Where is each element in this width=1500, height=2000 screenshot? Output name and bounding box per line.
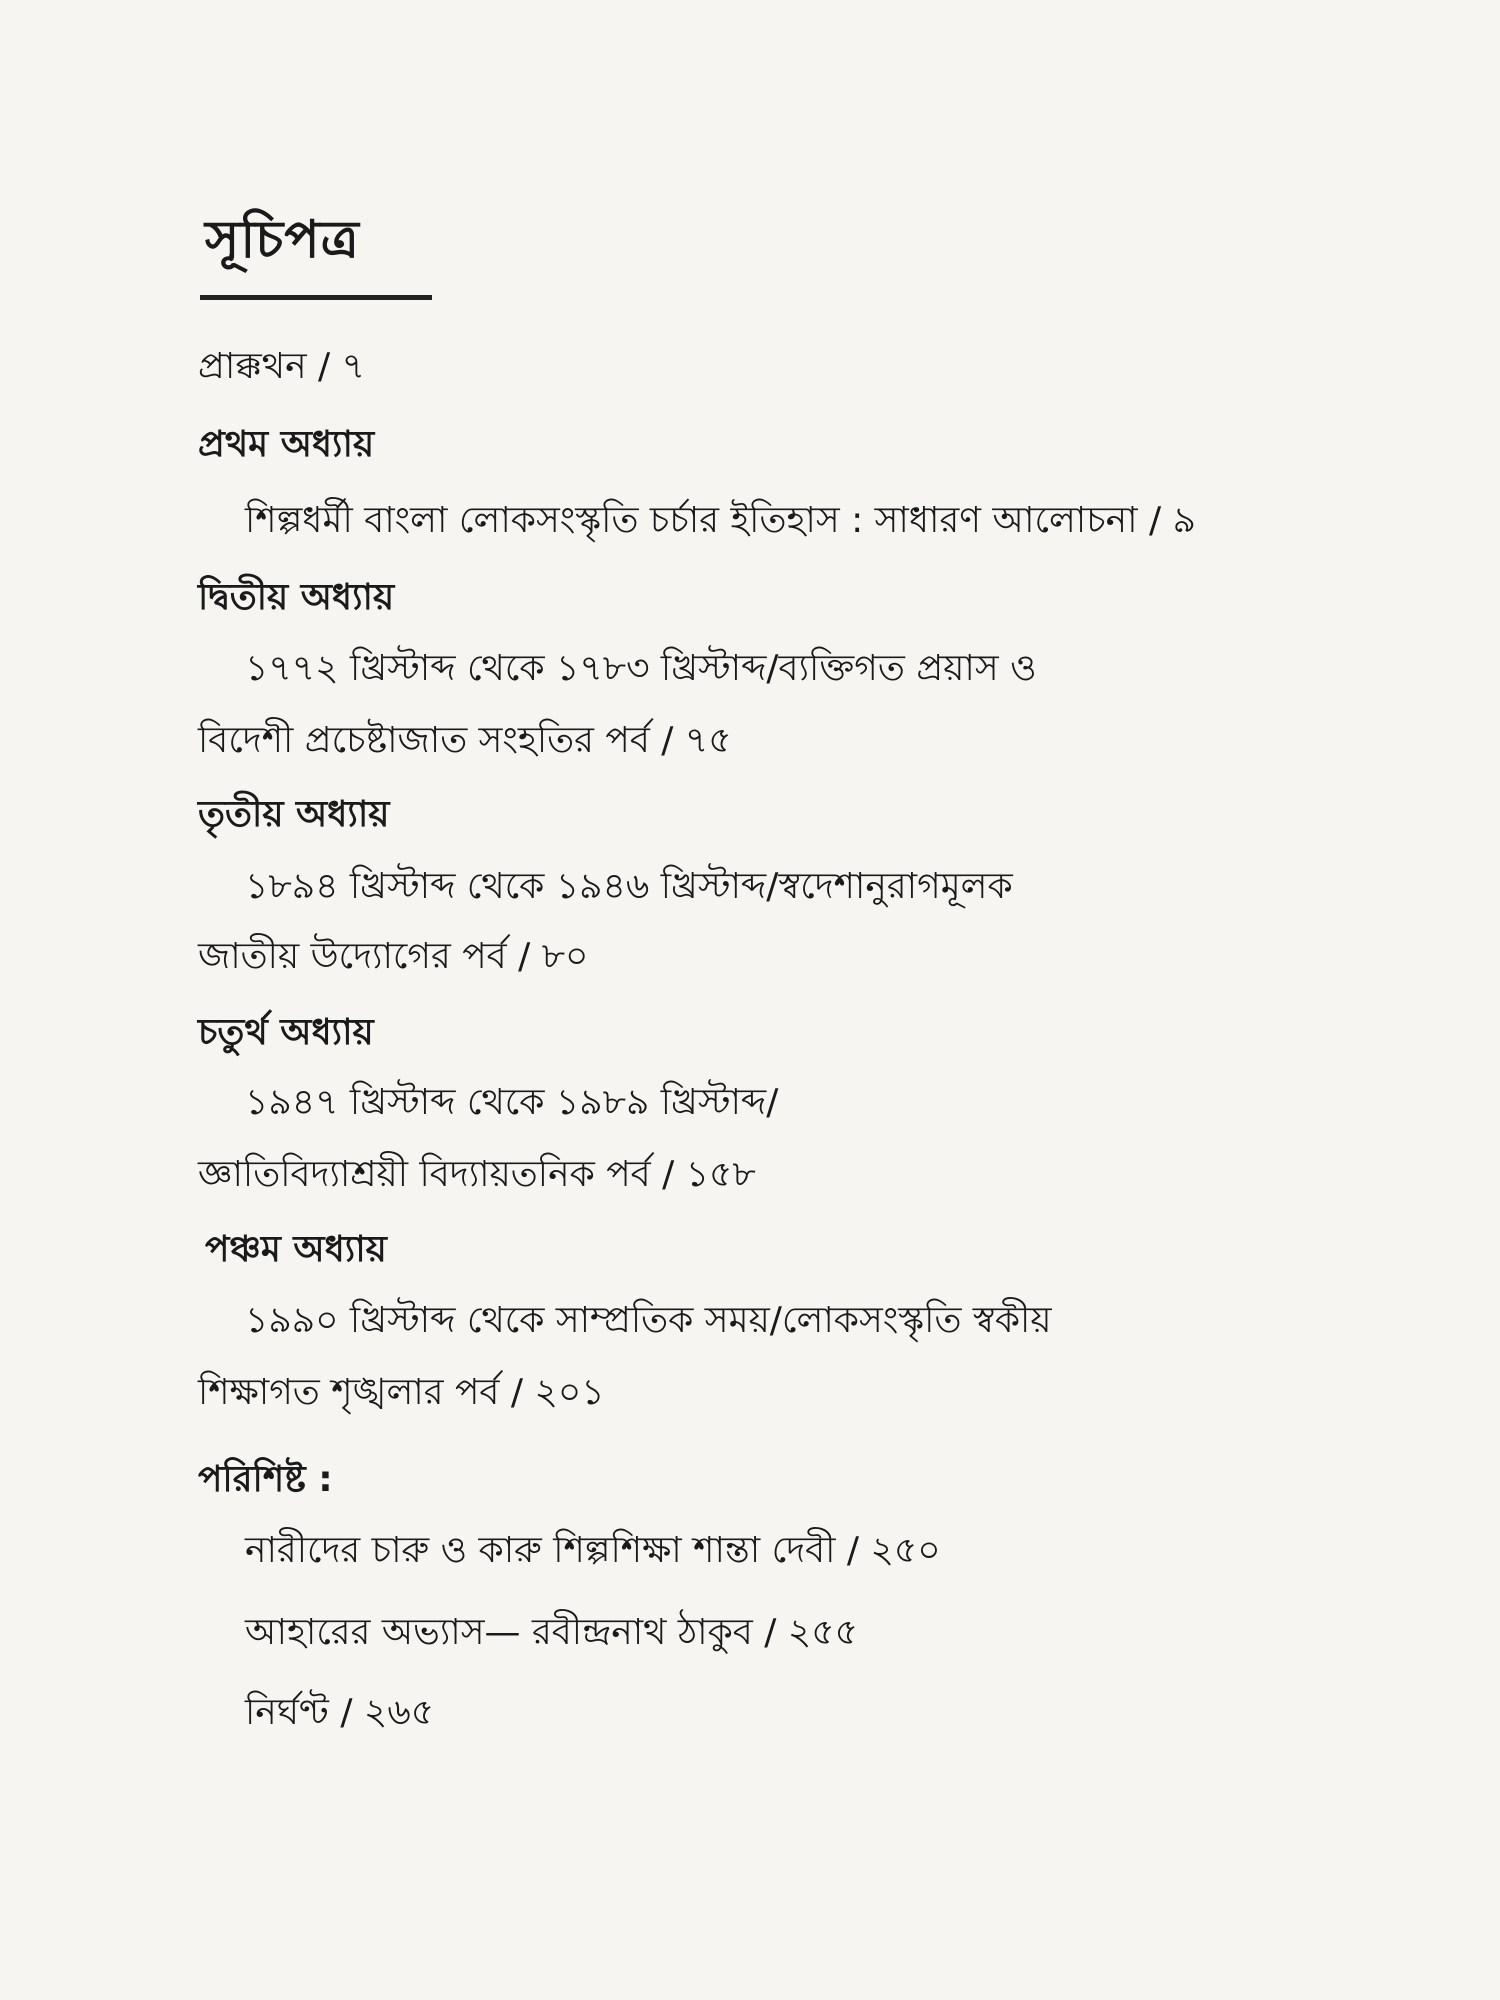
toc-entry-chapter-5-line-2: শিক্ষাগত শৃঙ্খলার পর্ব / ২০১ — [198, 1372, 605, 1413]
toc-entry-chapter-1: শিল্পধর্মী বাংলা লোকসংস্কৃতি চর্চার ইতিহাস : সাধারণ আলোচনা / ৯ — [245, 500, 1196, 541]
toc-entry-chapter-2-line-1: ১৭৭২ খ্রিস্টাব্দ থেকে ১৭৮৩ খ্রিস্টাব্দ/ব্যক্তিগত প্রয়াস ও — [245, 648, 1037, 689]
page-title: সূচিপত্র — [205, 210, 360, 270]
chapter-heading-3: তৃতীয় অধ্যায় — [198, 794, 390, 835]
appendix-heading: পরিশিষ্ট : — [198, 1459, 333, 1500]
toc-entry-chapter-3-line-1: ১৮৯৪ খ্রিস্টাব্দ থেকে ১৯৪৬ খ্রিস্টাব্দ/স্বদেশানুরাগমূলক — [245, 866, 1013, 907]
toc-entry-appendix-2: আহারের অভ্যাস— রবীন্দ্রনাথ ঠাকুব / ২৫৫ — [245, 1612, 858, 1653]
toc-entry-chapter-2-line-2: বিদেশী প্রচেষ্টাজাত সংহতির পর্ব / ৭৫ — [198, 720, 732, 761]
toc-entry-chapter-4-line-2: জ্ঞাতিবিদ্যাশ্রয়ী বিদ্যায়তনিক পর্ব / ১৫৮ — [198, 1154, 756, 1195]
toc-entry-chapter-4-line-1: ১৯৪৭ খ্রিস্টাব্দ থেকে ১৯৮৯ খ্রিস্টাব্দ/ — [245, 1082, 779, 1123]
chapter-heading-2: দ্বিতীয় অধ্যায় — [198, 577, 395, 618]
title-underline — [200, 295, 432, 300]
chapter-heading-4: চতুর্থ অধ্যায় — [198, 1012, 374, 1053]
toc-entry-appendix-1: নারীদের চারু ও কারু শিল্পশিক্ষা শান্তা দেবী / ২৫০ — [245, 1530, 941, 1571]
toc-entry-chapter-5-line-1: ১৯৯০ খ্রিস্টাব্দ থেকে সাম্প্রতিক সময়/লোকসংস্কৃতি স্বকীয় — [245, 1300, 1052, 1341]
chapter-heading-5: পঞ্চম অধ্যায় — [205, 1229, 387, 1270]
toc-entry-index: নির্ঘণ্ট / ২৬৫ — [245, 1692, 435, 1733]
chapter-heading-1: প্রথম অধ্যায় — [198, 424, 375, 465]
toc-entry-preface: প্রাক্কথন / ৭ — [198, 346, 366, 387]
toc-entry-chapter-3-line-2: জাতীয় উদ্যোগের পর্ব / ৮০ — [198, 936, 589, 977]
